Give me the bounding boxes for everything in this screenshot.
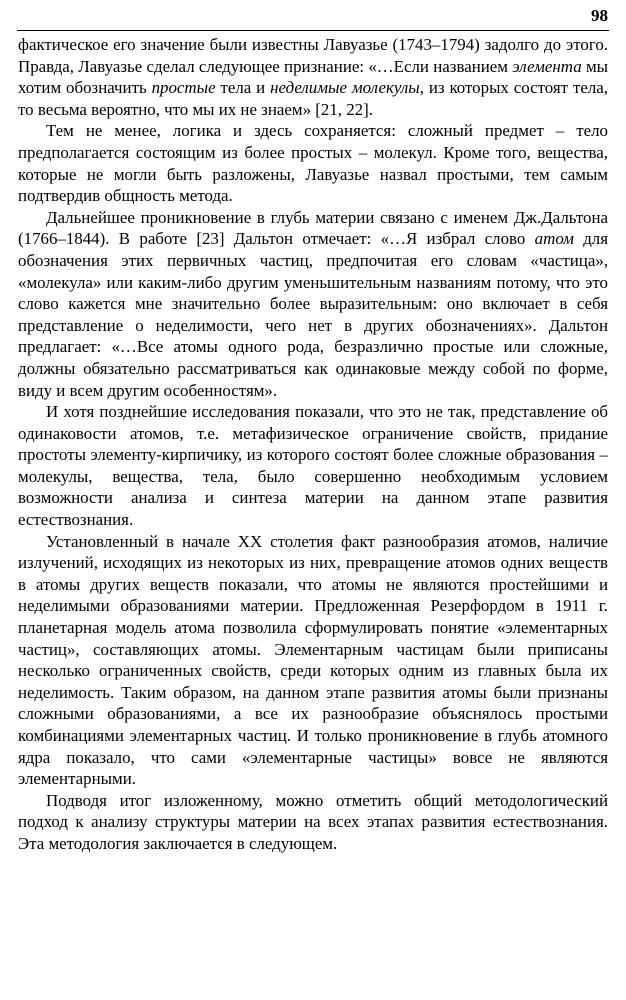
italic-term: неделимые молекулы bbox=[270, 78, 420, 98]
paragraph-p6 bbox=[18, 790, 608, 855]
body-text bbox=[18, 34, 608, 855]
paragraph-p2 bbox=[18, 120, 608, 206]
text-run: для обозначения этих первичных частиц, предпочитая его словам «частица», «молекула» или каким-либо другим уменьшительным названиям потому, что это слово кажется мне значительно более выразительным: оно включает в себя представление о неделимости, чего нет в других обозначениях». Дальтон предлагает: «…Все атомы одного рода, безразлично простые или сложные, должны обязательно рассматриваться как одинаковые между собой по форме, виду и всем другим особенностям». bbox=[18, 229, 609, 400]
paragraph-p3 bbox=[18, 207, 608, 401]
text-run: мы хотим обозначить bbox=[18, 56, 608, 98]
text-run: тела и bbox=[215, 78, 271, 98]
text-run: Установленный в начале XX столетия факт разнообразия атомов, наличие излучений, исходящих из некоторых из них, превращение атомов одних веществ в атомы других веществ показали, что атомы не являются простейшими и неделимыми образованиями материи. Предложенная Резерфордом в 1911 г. планетарная модель атома позволила сформулировать понятие «элементарных частиц», составляющих атомы. Элементарным частицам были приписаны несколько ограниченных свойств, среди которых одним из главных была их неделимость. Таким образом, на данном этапе развития атомы были признаны сложными образованиями, а все их разнообразие объяснялось простыми комбинациями элементарных частиц. И только проникновение в глубь атомного ядра показало, что сами «элементарные частицы» вовсе не являются элементарными. bbox=[18, 531, 608, 789]
italic-term: простые bbox=[151, 78, 216, 98]
text-run: , из которых состоят тела, то весьма вероятно, что мы их не знаем» [21, 22]. bbox=[18, 78, 609, 119]
header-rule bbox=[17, 30, 609, 31]
page-number: 98 bbox=[591, 6, 608, 25]
text-run: Дальнейшее проникновение в глубь материи связано с именем Дж.Дальтона (1766–1844). В работе [23] Дальтон отмечает: «…Я избрал слово bbox=[18, 207, 608, 249]
text-run: И хотя позднейшие исследования показали, что это не так, представление об одинаковости атомов, т.е. метафизическое ограничение свойств, придание простоты элементу-кирпичику, из которого состоят более сложные образования – молекулы, вещества, тела, было совершенно необходимым условием возможности анализа и синтеза материи на данном этапе развития естествознания. bbox=[18, 402, 608, 530]
text-run: фактическое его значение были известны Лавуазье (1743–1794) задолго до этого. Правда, Лавуазье сделал следующее признание: «…Если названием bbox=[18, 35, 608, 76]
italic-term: атом bbox=[534, 229, 574, 249]
paragraph-p1 bbox=[18, 34, 608, 120]
paragraph-p5 bbox=[18, 531, 608, 790]
text-run: Тем не менее, логика и здесь сохраняется: сложный предмет – тело предполагается состоящим из более простых – молекул. Кроме того, вещества, которые не могли быть разложены, Лавуазье назвал простыми, тем самым подтвердив общность метода. bbox=[18, 121, 608, 206]
italic-term: элемента bbox=[512, 56, 582, 76]
paragraph-p4 bbox=[18, 401, 608, 531]
text-run: Подводя итог изложенному, можно отметить общий методологический подход к анализу структуры материи на всех этапах развития естествознания. Эта методология заключается в следующем. bbox=[18, 790, 608, 853]
